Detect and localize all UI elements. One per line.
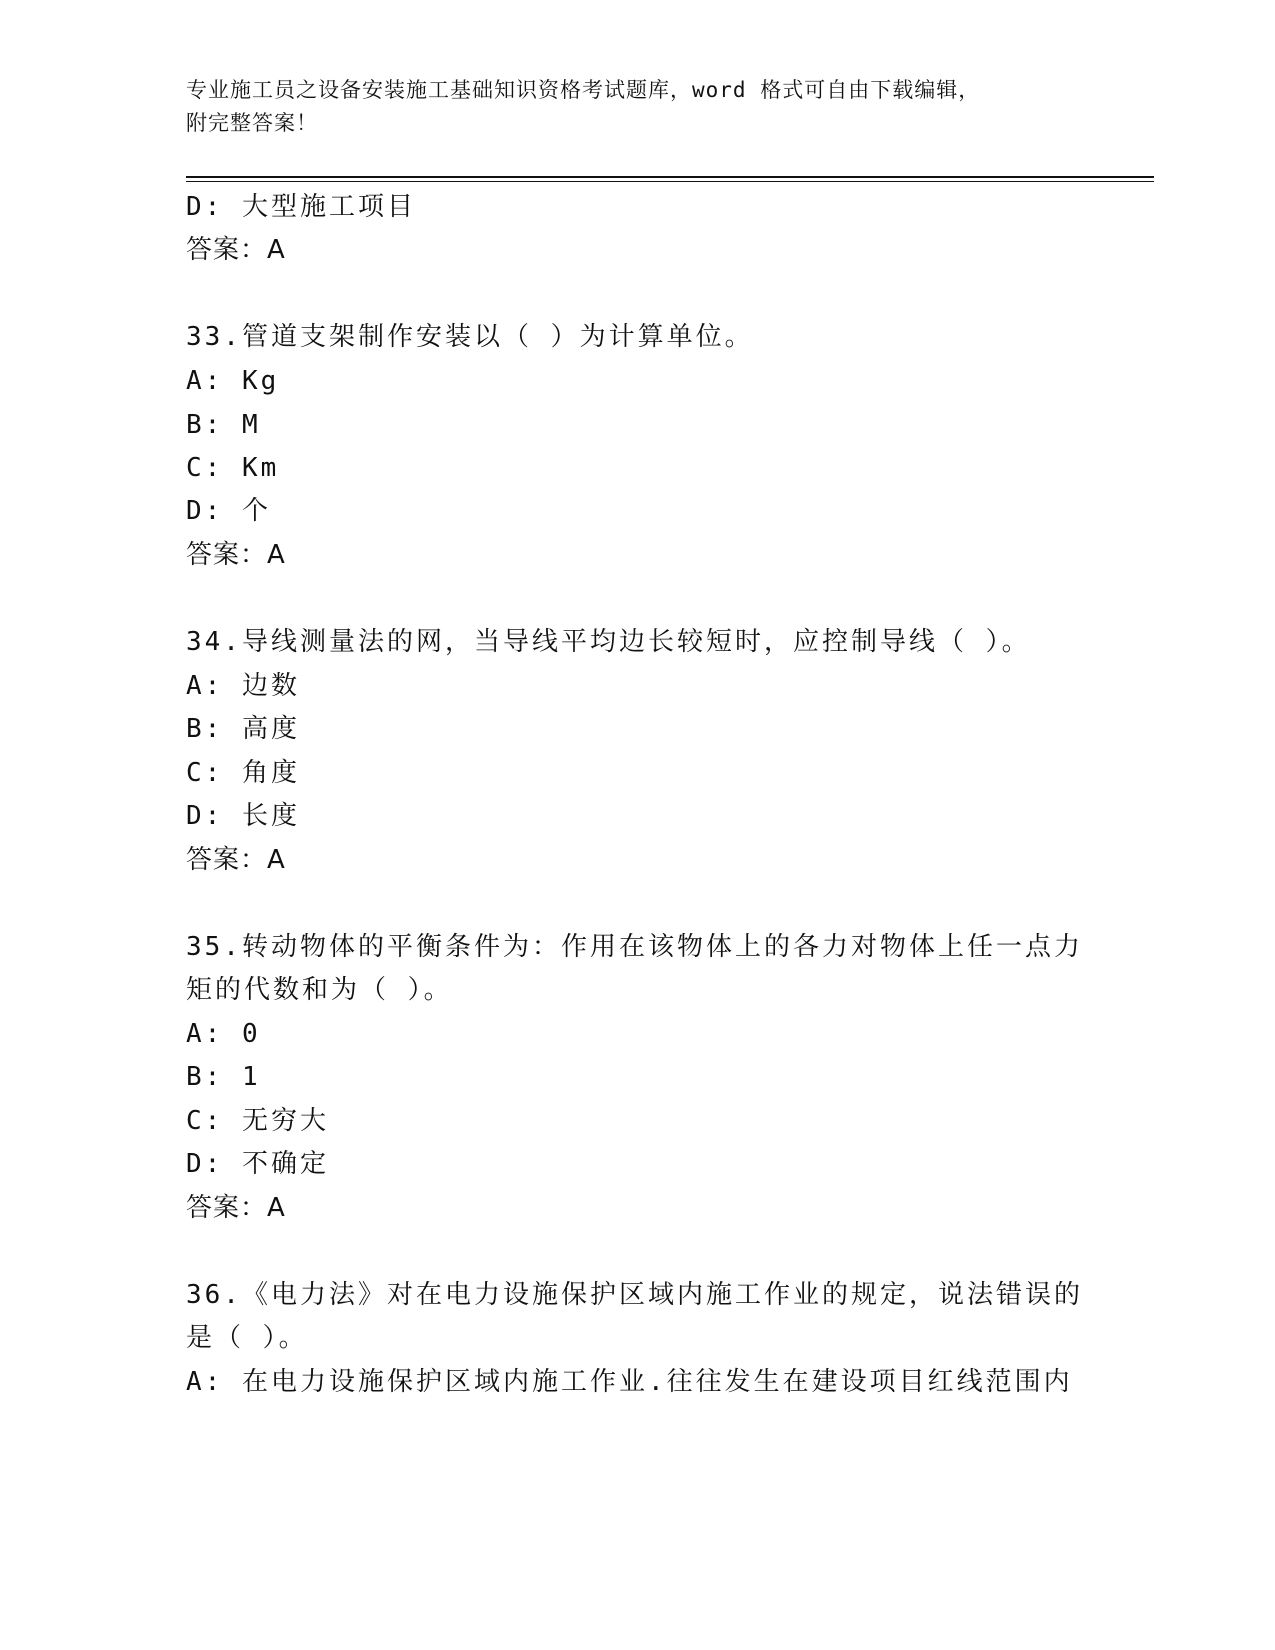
header-line-2: 附完整答案！ [186,111,318,135]
q35-option-d: D: 不确定 [186,1149,329,1179]
q36-stem-line-2: 是（ ）。 [186,1323,308,1353]
q34-option-b: B: 高度 [186,714,300,744]
q34-option-d: D: 长度 [186,801,300,831]
document-header [186,74,1086,140]
q35-option-b: B: 1 [186,1062,261,1092]
q34-stem: 34.导线测量法的网，当导线平均边长较短时，应控制导线（ ）。 [186,627,1031,657]
q34-answer: 答案：A [186,845,286,875]
prev-answer: 答案：A [186,235,286,265]
header-line-1: 专业施工员之设备安装施工基础知识资格考试题库，word 格式可自由下载编辑， [186,78,981,102]
header-divider-thin [186,181,1154,182]
q33-answer: 答案：A [186,540,286,570]
q36-stem-line-1: 36.《电力法》对在电力设施保护区域内施工作业的规定，说法错误的 [186,1280,1083,1310]
q34-option-a: A: 边数 [186,671,300,701]
q34-option-c: C: 角度 [186,758,300,788]
q33-option-a: A: Kg [186,366,280,396]
q36-option-a: A: 在电力设施保护区域内施工作业.往往发生在建设项目红线范围内 [186,1367,1073,1397]
q33-option-b: B: M [186,410,261,440]
q33-option-c: C: Km [186,453,280,483]
prev-option-d: D: 大型施工项目 [186,192,416,222]
q35-option-c: C: 无穷大 [186,1106,329,1136]
q35-option-a: A: 0 [186,1019,261,1049]
q35-answer: 答案：A [186,1193,286,1223]
q35-stem-line-1: 35.转动物体的平衡条件为：作用在该物体上的各力对物体上任一点力 [186,932,1083,962]
q33-stem: 33.管道支架制作安装以（ ）为计算单位。 [186,322,754,352]
header-divider-thick [186,176,1154,178]
q33-option-d: D: 个 [186,496,271,526]
q35-stem-line-2: 矩的代数和为（ ）。 [186,975,453,1005]
